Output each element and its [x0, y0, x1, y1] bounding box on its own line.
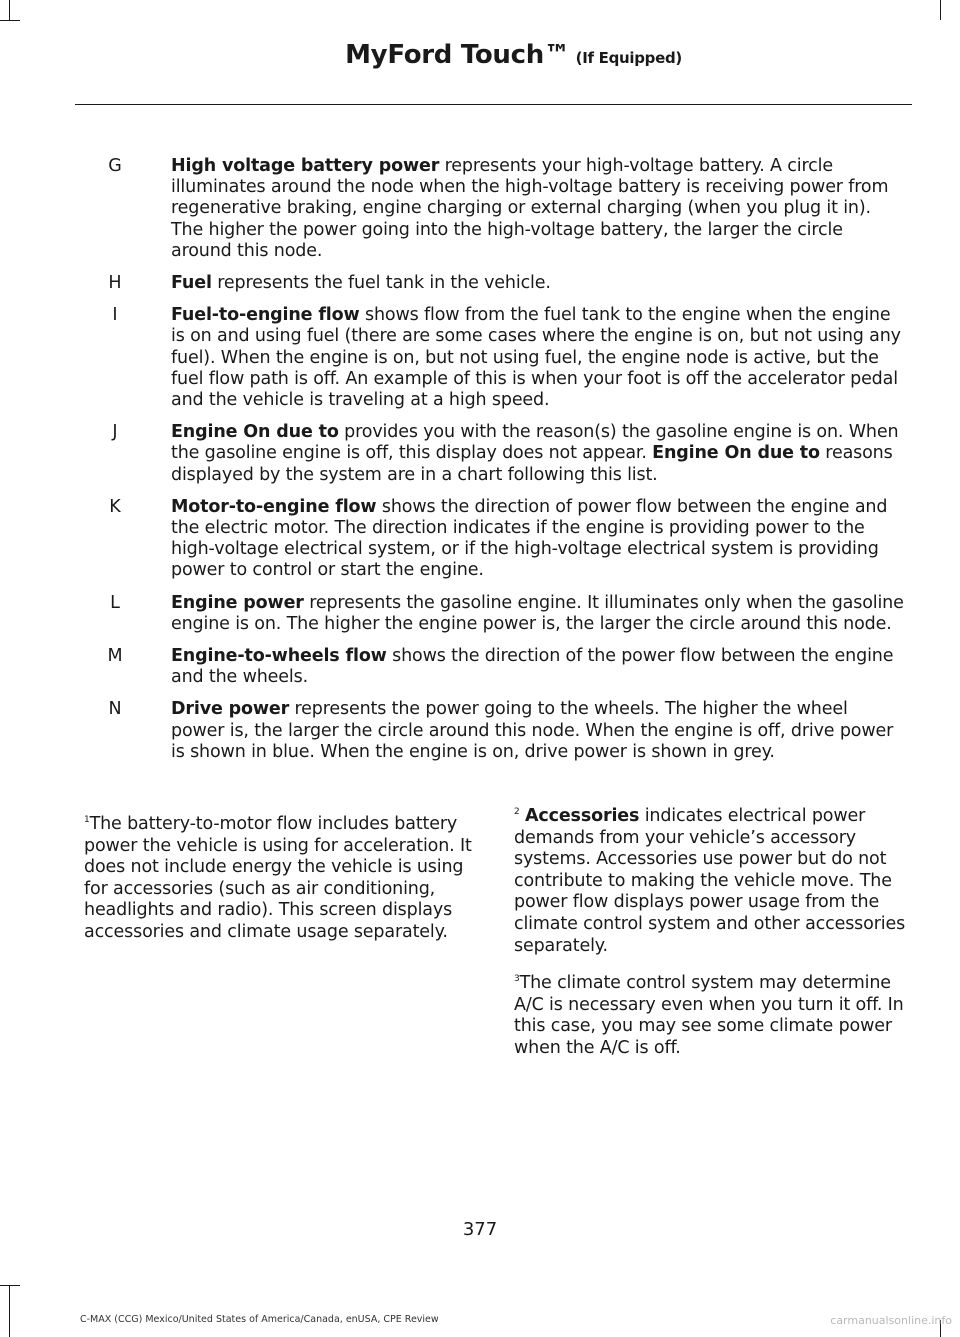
crop-mark-bottom-left-horizontal [0, 1285, 20, 1286]
footnote-term: Accessories [525, 806, 640, 826]
header-subtitle: (If Equipped) [575, 49, 682, 67]
item-term-secondary: Engine On due to [652, 443, 820, 464]
item-text: represents the gasoline engine. It illuminates only when the gasoline engine is on. The higher the engine power is, the larger the circle around this node. [171, 592, 904, 634]
item-description [171, 305, 906, 411]
footnote-marker: 3 [514, 974, 520, 985]
item-description [171, 422, 906, 486]
item-term: High voltage battery power [171, 156, 440, 176]
item-description [171, 646, 906, 688]
list-item [0, 422, 960, 486]
footnote-marker: 2 [514, 807, 520, 817]
footnotes-left-column [84, 810, 476, 944]
footnote-marker: 1 [84, 815, 90, 825]
list-item [0, 699, 960, 763]
item-text: shows flow from the fuel tank to the engine when the engine is on and using fuel (there are some cases where the engine is on, but not using any fuel). When the engine is on, but not using fuel, the engine node is active, but the fuel flow path is off. An example of this is when your foot is off the accelerator pedal and the vehicle is traveling at a high speed. [171, 305, 901, 411]
page-number: 377 [462, 1219, 498, 1240]
item-description [171, 156, 906, 262]
item-description [171, 593, 906, 635]
list-item [0, 273, 960, 294]
page-header-title [345, 40, 682, 70]
item-term: Motor-to-engine flow [171, 496, 377, 517]
item-term: Engine On due to [171, 422, 339, 443]
item-letter: G [108, 156, 122, 176]
crop-mark-bottom-left-vertical [9, 1285, 10, 1337]
item-text: represents your high-voltage battery. A circle illuminates around the node when the high-voltage battery is receiving power from regenerative braking, engine charging or external charging (when you plug it in). The higher the power going into the high-voltage battery, the larger the circle around this node. [171, 156, 889, 261]
item-term: Engine power [171, 592, 304, 613]
item-letter: N [108, 699, 122, 720]
footnote-text: indicates electrical power demands from your vehicle’s accessory systems. Accessories use power but do not contribute to making the vehicle move. The power flow displays power usage from the climate control system and other accessories separately. [514, 806, 906, 956]
item-text: represents the fuel tank in the vehicle. [211, 273, 551, 294]
footnote-3 [514, 969, 912, 1059]
item-text: shows the direction of the power flow between the engine and the wheels. [171, 646, 894, 688]
item-description [171, 699, 906, 763]
item-description [171, 497, 906, 582]
item-term: Engine-to-wheels flow [171, 646, 387, 667]
item-letter: I [112, 305, 118, 326]
crop-mark-top-left-horizontal [0, 20, 20, 21]
list-item [0, 593, 960, 635]
item-text: shows the direction of power flow between the engine and the electric motor. The direction indicates if the engine is providing power to the high-voltage electrical system, or if the high-voltage electrical system is providing power to control or start the engine. [171, 496, 888, 581]
item-text: represents the power going to the wheels. The higher the wheel power is, the larger the circle around this node. When the engine is off, drive power is shown in blue. When the engine is on, drive power is shown in grey. [171, 699, 894, 762]
list-item [0, 497, 960, 582]
item-description [171, 273, 906, 294]
item-letter: H [108, 273, 122, 294]
item-term: Drive power [171, 699, 290, 720]
header-rule [75, 104, 912, 105]
footnote-1 [84, 810, 476, 944]
item-text: provides you with the reason(s) the gasoline engine is on. When the gasoline engine is off, this display does not appear. [171, 422, 899, 464]
list-item [0, 156, 960, 262]
header-title-text: MyFord Touch™ [345, 40, 570, 70]
item-letter: M [107, 646, 123, 667]
item-letter: J [112, 422, 118, 443]
footer-edition-text: C-MAX (CCG) Mexico/United States of America/Canada, enUSA, CPE Review [80, 1314, 439, 1325]
item-term: Fuel [171, 273, 212, 294]
legend-item-list [0, 156, 960, 774]
item-term: Fuel-to-engine flow [171, 305, 360, 326]
crop-mark-top-left-vertical [9, 0, 10, 20]
list-item [0, 646, 960, 688]
footnote-text: The battery-to-motor flow includes battery power the vehicle is using for acceleration. It does not include energy the vehicle is using for accessories (such as air conditioning, headlights and radio). This screen displays accessories and climate usage separately. [84, 814, 472, 942]
item-letter: K [109, 496, 121, 517]
list-item [0, 305, 960, 411]
footnote-text: The climate control system may determine A/C is necessary even when you turn it off. In this case, you may see some climate power when the A/C is off. [514, 973, 904, 1058]
watermark: carmanualsonline.info [830, 1314, 952, 1327]
footnote-2 [514, 802, 912, 957]
crop-mark-top-right-vertical [940, 0, 941, 20]
footnotes-right-column [514, 802, 912, 1072]
item-text-secondary: reasons displayed by the system are in a chart following this list. [171, 443, 893, 485]
item-letter: L [110, 592, 120, 613]
